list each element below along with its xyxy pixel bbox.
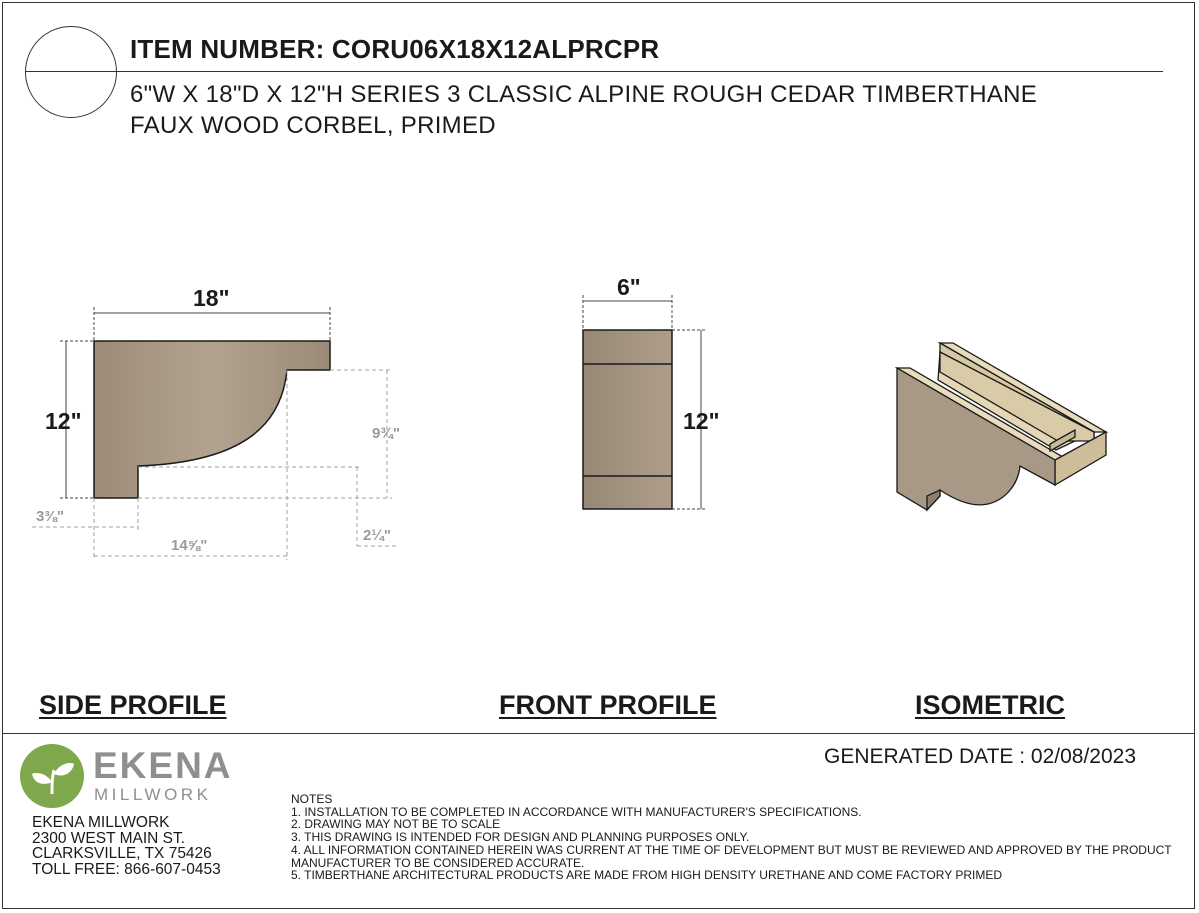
description-line-2: FAUX WOOD CORBEL, PRIMED: [130, 112, 496, 139]
side-dim-width: 18": [193, 285, 230, 311]
notes-heading: NOTES: [291, 792, 333, 806]
front-profile-label: FRONT PROFILE: [499, 690, 717, 720]
side-profile-shape: [94, 341, 330, 498]
side-dim-left-offset: 3⅜": [36, 508, 64, 525]
front-dim-width: 6": [617, 274, 641, 300]
brand-name: EKENA: [93, 745, 233, 786]
note-item: 5. TIMBERTHANE ARCHITECTURAL PRODUCTS ARE MADE FROM HIGH DENSITY URETHANE AND COME FACTORY PRIMED: [291, 868, 1002, 883]
generated-date: GENERATED DATE : 02/08/2023: [824, 745, 1137, 768]
address-line-4: TOLL FREE: 866-607-0453: [32, 860, 221, 878]
front-profile-shape: [583, 330, 672, 509]
company-address: [32, 815, 221, 877]
address-line-1: EKENA MILLWORK: [32, 814, 170, 831]
brand-sub: MILLWORK: [94, 785, 212, 804]
note-item: 1. INSTALLATION TO BE COMPLETED IN ACCORDANCE WITH MANUFACTURER'S SPECIFICATIONS.: [291, 804, 862, 819]
note-item: 2. DRAWING MAY NOT BE TO SCALE: [291, 817, 501, 832]
side-dim-inner-width: 14⅝": [171, 537, 208, 554]
isometric-drawing: [897, 343, 1106, 510]
side-profile-label: SIDE PROFILE: [39, 690, 227, 720]
description-line-1: 6"W X 18"D X 12"H SERIES 3 CLASSIC ALPINE ROUGH CEDAR TIMBERTHANE: [130, 81, 1038, 108]
side-dim-inner-height: 9¾": [372, 425, 400, 442]
front-profile-drawing: [583, 330, 672, 509]
isometric-label: ISOMETRIC: [915, 690, 1066, 720]
note-item: 4. ALL INFORMATION CONTAINED HEREIN WAS CURRENT AT THE TIME OF DEVELOPMENT BUT MUST BE REVIEWED AND APPROVED BY THE PRODUCT MANUFACTURER TO BE CONSIDERED ACCURATE.: [291, 842, 1172, 870]
address-line-2: 2300 WEST MAIN ST.: [32, 829, 186, 847]
notes: [291, 793, 1181, 882]
item-number: ITEM NUMBER: CORU06X18X12ALPRCPR: [130, 34, 660, 64]
side-dim-height: 12": [45, 408, 82, 434]
leaf-icon: [20, 744, 84, 808]
address-line-3: CLARKSVILLE, TX 75426: [32, 845, 212, 862]
front-dim-height: 12": [683, 408, 720, 434]
note-item: 3. THIS DRAWING IS INTENDED FOR DESIGN AND PLANNING PURPOSES ONLY.: [291, 830, 750, 845]
footer-divider: [2, 733, 1195, 734]
side-dim-bottom-offset: 2¼": [363, 527, 391, 544]
